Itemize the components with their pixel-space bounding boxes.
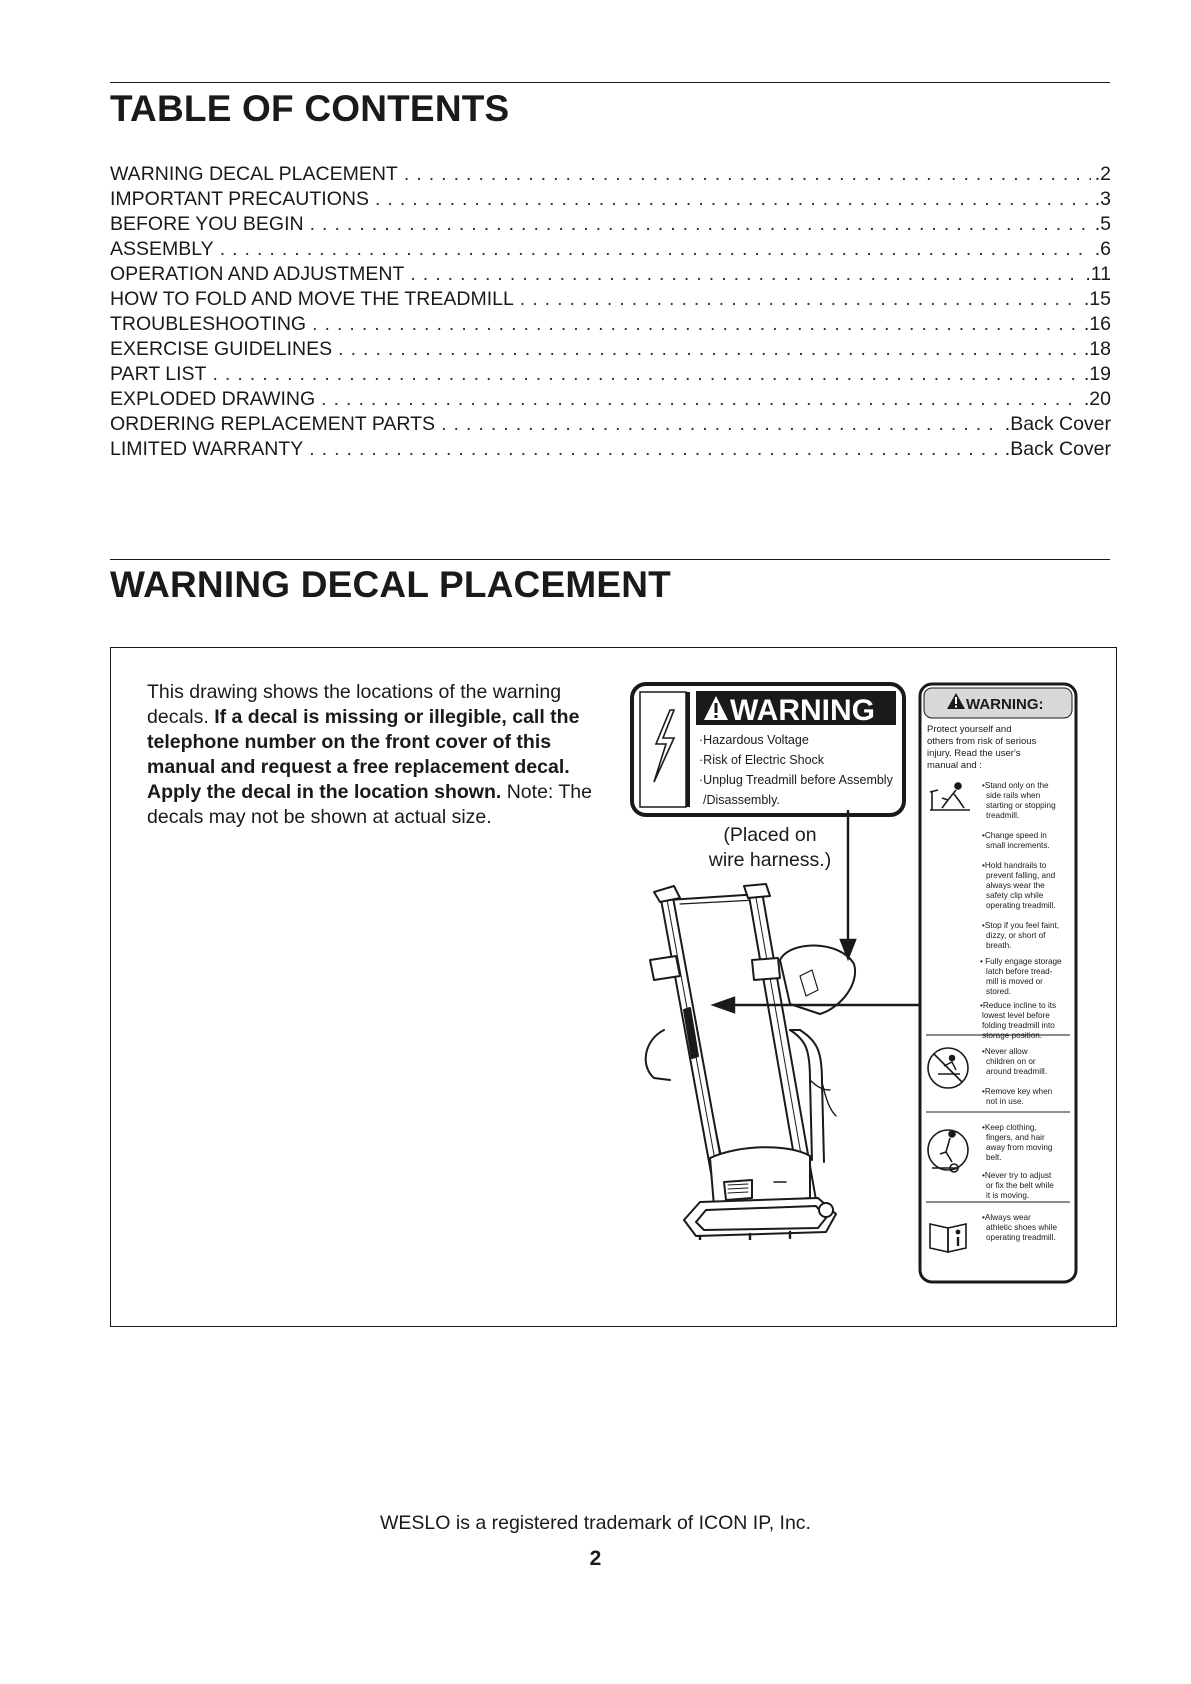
intro-plain-2: Note: The decals may not be shown at actual size. [147,781,592,828]
placement-note-line-2: wire harness.) [708,849,832,871]
decal-bullet-line: •Never allow [982,1047,1028,1056]
toc-entry[interactable] [110,412,1111,437]
toc-entry-title: BEFORE YOU BEGIN [110,213,304,235]
large-warning-decal [918,682,1078,1284]
toc-entry-title: HOW TO FOLD AND MOVE THE TREADMILL [110,288,514,310]
decal-bullet-line: safety clip while [986,891,1044,900]
toc-entry-page: .Back Cover [1004,413,1111,435]
toc-entry-title: ORDERING REPLACEMENT PARTS [110,413,436,435]
toc-entry-title: OPERATION AND ADJUSTMENT [110,263,405,285]
leader-dots [404,162,1091,187]
leader-dots [212,362,1079,387]
toc-entry[interactable] [110,387,1111,412]
toc-entry[interactable] [110,262,1111,287]
toc-entry[interactable] [110,312,1111,337]
warning-section-title: WARNING DECAL PLACEMENT [110,564,671,605]
decal-bullet-line: around treadmill. [986,1067,1047,1076]
decal-bullet-line: •Always wear [982,1213,1031,1222]
toc-entry-page: .3 [1094,188,1111,210]
intro-plain-1: This drawing shows the locations of the warning decals. [147,681,562,728]
leader-dots [520,287,1080,312]
leader-dots [338,337,1080,362]
decal-bullet-line: •Hold handrails to [982,861,1047,870]
decal-bullet-line: latch before tread- [986,967,1053,976]
decal-bullet-line: athletic shoes while [986,1223,1057,1232]
decal-bullet-line: • Fully engage storage [980,957,1062,966]
toc-entry-page: .15 [1083,288,1111,310]
decal-bullet-line: small increments. [986,841,1050,850]
toc-entry[interactable] [110,187,1111,212]
decal-bullet-line: operating treadmill. [986,1233,1056,1242]
placement-arrows [690,810,950,1020]
toc-entry-page: .16 [1083,313,1111,335]
decal-bullet-line: •Never try to adjust [982,1171,1052,1180]
toc-entry-title: EXERCISE GUIDELINES [110,338,333,360]
decal-bullet-line: stored. [986,987,1012,996]
decal-bullet-line: •Keep clothing, [982,1123,1037,1132]
decal-bullet-line: treadmill. [986,811,1020,820]
leader-dots [321,387,1080,412]
toc-entry-page: .20 [1083,388,1111,410]
toc-list [110,162,1111,462]
decal-bullet-line: or fix the belt while [986,1181,1054,1190]
placement-note-line-1: (Placed on [723,824,817,846]
section-rule [110,559,1110,560]
large-decal-intro-line: Protect yourself and [927,724,1012,735]
decal-bullet-line: mill is moved or [986,977,1043,986]
leader-dots [410,262,1081,287]
toc-entry-page: .2 [1094,163,1111,185]
toc-entry[interactable] [110,212,1111,237]
toc-entry[interactable] [110,337,1111,362]
small-decal-line: ·Risk of Electric Shock [699,753,825,767]
decal-bullet-line: away from moving [986,1143,1053,1152]
decal-bullet-line: •Reduce incline to its [980,1001,1057,1010]
toc-entry-title: ASSEMBLY [110,238,214,260]
toc-entry-page: .Back Cover [1004,438,1111,460]
toc-entry-title: PART LIST [110,363,207,385]
toc-entry-title: TROUBLESHOOTING [110,313,307,335]
decal-bullet-line: always wear the [986,881,1045,890]
toc-entry-page: .18 [1083,338,1111,360]
large-decal-intro-line: injury. Read the user's [927,748,1021,759]
decal-bullet-line: •Remove key when [982,1087,1053,1096]
decal-bullet-line: dizzy, or short of [986,931,1046,940]
decal-bullet-line: operating treadmill. [986,901,1056,910]
toc-entry[interactable] [110,237,1111,262]
small-warning-decal [630,682,906,817]
toc-entry-page: .19 [1083,363,1111,385]
toc-entry-title: EXPLODED DRAWING [110,388,316,410]
intro-bold: If a decal is missing or illegible, call the telephone number on the front cover of this manual and request a free replacement decal. Apply the decal in the location shown. [147,706,580,803]
toc-entry-title: LIMITED WARRANTY [110,438,304,460]
decal-bullet-line: •Stand only on the [982,781,1049,790]
toc-title: TABLE OF CONTENTS [110,88,510,129]
toc-entry-title: IMPORTANT PRECAUTIONS [110,188,369,210]
large-decal-intro-line: others from risk of serious [927,736,1037,747]
leader-dots [220,237,1091,262]
page-number: 2 [589,1547,602,1570]
leader-dots [441,412,1001,437]
large-decal-heading: WARNING: [966,696,1044,713]
toc-entry[interactable] [110,437,1111,462]
decal-bullet-line: breath. [986,941,1012,950]
small-decal-line: /Disassembly. [703,793,780,807]
leader-dots [309,437,1001,462]
decal-bullet-line: storage position. [982,1031,1043,1040]
leader-dots [375,187,1091,212]
decal-intro-text [147,680,607,830]
decal-bullet-line: prevent falling, and [986,871,1056,880]
small-decal-line: ·Hazardous Voltage [699,733,809,747]
decal-bullet-line: side rails when [986,791,1041,800]
decal-bullet-line: •Change speed in [982,831,1047,840]
decal-bullet-line: lowest level before [982,1011,1050,1020]
decal-bullet-line: •Stop if you feel faint, [982,921,1060,930]
large-decal-intro-line: manual and : [927,760,982,771]
small-decal-line: ·Unplug Treadmill before Assembly [699,773,893,787]
decal-bullet-line: children on or [986,1057,1036,1066]
decal-bullet-line: not in use. [986,1097,1024,1106]
top-rule [110,82,1110,83]
decal-bullet-line: it is moving. [986,1191,1030,1200]
decal-bullet-line: belt. [986,1153,1002,1162]
toc-entry[interactable] [110,162,1111,187]
small-decal-heading: WARNING [730,694,875,727]
decal-bullet-line: starting or stopping [986,801,1056,810]
decal-bullet-line: folding treadmill into [982,1021,1055,1030]
decal-bullet-line: fingers, and hair [986,1133,1045,1142]
toc-entry-page: .5 [1094,213,1111,235]
toc-entry[interactable] [110,287,1111,312]
toc-entry-page: .11 [1085,263,1111,285]
toc-entry-title: WARNING DECAL PLACEMENT [110,163,398,185]
leader-dots [310,212,1091,237]
toc-entry-page: .6 [1094,238,1111,260]
leader-dots [312,312,1080,337]
toc-entry[interactable] [110,362,1111,387]
trademark-footer: WESLO is a registered trademark of ICON IP, Inc. [380,1512,811,1534]
